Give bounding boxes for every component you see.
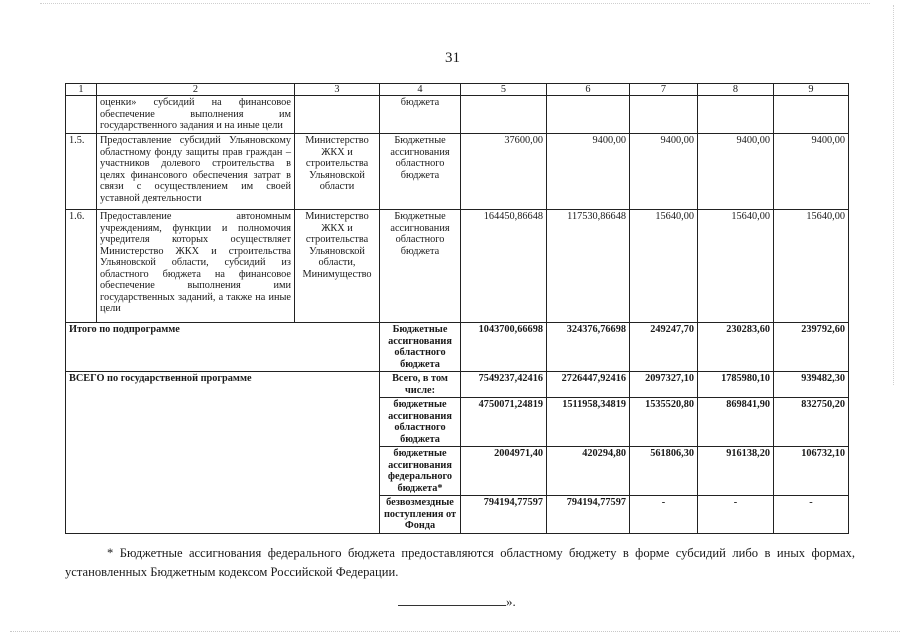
row-source: бюджетные ассигнования областного бюджета (380, 398, 461, 447)
column-number: 5 (461, 84, 547, 96)
column-number: 3 (295, 84, 380, 96)
value-cell: 794194,77597 (461, 496, 547, 534)
value-cell: 420294,80 (547, 447, 630, 496)
column-number: 1 (66, 84, 97, 96)
column-number: 6 (547, 84, 630, 96)
column-number: 9 (774, 84, 849, 96)
value-cell: 164450,86648 (461, 210, 547, 323)
value-cell: 561806,30 (630, 447, 698, 496)
value-cell: 1511958,34819 (547, 398, 630, 447)
column-number-row (66, 84, 849, 96)
row-source: Бюджетные ассигнования областного бюджета (380, 323, 461, 372)
value-cell: 832750,20 (774, 398, 849, 447)
column-number: 4 (380, 84, 461, 96)
grand-total-label: ВСЕГО по государственной программе (66, 372, 380, 534)
row-description: Предоставление автономным учреждениям, функции и полномочия учредителя которых осуществляет Министерство ЖКХ и строительства Ульяновской области, субсидий из областного бюджета на финансовое обеспечение выполнения ими государственных заданий, а также на иные цели (97, 210, 295, 323)
scan-artifact-bottom (10, 631, 900, 633)
value-cell: 37600,00 (461, 134, 547, 210)
row-executor: Министерство ЖКХ и строительства Ульяновской области (295, 134, 380, 210)
closing-mark: ». (506, 594, 516, 609)
row-number: 1.5. (66, 134, 97, 210)
value-cell: 239792,60 (774, 323, 849, 372)
value-cell: 9400,00 (698, 134, 774, 210)
value-cell: 15640,00 (630, 210, 698, 323)
value-cell: 249247,70 (630, 323, 698, 372)
value-cell: 9400,00 (774, 134, 849, 210)
scan-artifact-top (40, 3, 870, 5)
column-number: 7 (630, 84, 698, 96)
value-cell: 106732,10 (774, 447, 849, 496)
value-cell: 1535520,80 (630, 398, 698, 447)
value-cell: 2097327,10 (630, 372, 698, 398)
table-row-1-6 (66, 210, 849, 323)
value-cell: - (774, 496, 849, 534)
column-number: 2 (97, 84, 295, 96)
page-number: 31 (445, 50, 460, 66)
closing-mark-block (398, 593, 516, 610)
value-cell: 324376,76698 (547, 323, 630, 372)
row-source: бюджетные ассигнования федерального бюджета* (380, 447, 461, 496)
table-row-subtotal (66, 323, 849, 372)
value-cell: 939482,30 (774, 372, 849, 398)
value-cell: 9400,00 (547, 134, 630, 210)
table-row-continuation (66, 96, 849, 134)
value-cell: 7549237,42416 (461, 372, 547, 398)
footnote: * Бюджетные ассигнования федерального бюджета предоставляются областному бюджету в форме субсидий либо в иных формах, установленных Бюджетным кодексом Российской Федерации. (65, 546, 855, 579)
value-cell: 794194,77597 (547, 496, 630, 534)
row-executor: Министерство ЖКХ и строительства Ульяновской области, Минимущество (295, 210, 380, 323)
signature-line (398, 593, 506, 606)
value-cell: 1043700,66698 (461, 323, 547, 372)
value-cell: 15640,00 (698, 210, 774, 323)
value-cell: 2726447,92416 (547, 372, 630, 398)
subtotal-label: Итого по подпрограмме (66, 323, 380, 372)
value-cell: 1785980,10 (698, 372, 774, 398)
value-cell: 916138,20 (698, 447, 774, 496)
column-number: 8 (698, 84, 774, 96)
table-row-1-5 (66, 134, 849, 210)
row-source: Всего, в том числе: (380, 372, 461, 398)
row-description: Предоставление субсидий Ульяновскому областному фонду защиты прав граждан – участников долевого строительства в целях финансового обеспечения затрат в связи с осуществлением им своей уставной деятельности (97, 134, 295, 210)
row-description: оценки» субсидий на финансовое обеспечение выполнения им государственного задания и на иные цели (97, 96, 295, 134)
row-source: безвозмездные поступления от Фонда (380, 496, 461, 534)
row-number: 1.6. (66, 210, 97, 323)
value-cell: 869841,90 (698, 398, 774, 447)
value-cell: 15640,00 (774, 210, 849, 323)
table-row-total-all (66, 372, 849, 398)
value-cell: 9400,00 (630, 134, 698, 210)
row-source: Бюджетные ассигнования областного бюджета (380, 134, 461, 210)
value-cell: 4750071,24819 (461, 398, 547, 447)
value-cell: 117530,86648 (547, 210, 630, 323)
value-cell: - (698, 496, 774, 534)
budget-table (65, 83, 849, 534)
value-cell: 230283,60 (698, 323, 774, 372)
row-source: Бюджетные ассигнования областного бюджета (380, 210, 461, 323)
row-source: бюджета (380, 96, 461, 134)
value-cell: - (630, 496, 698, 534)
value-cell: 2004971,40 (461, 447, 547, 496)
